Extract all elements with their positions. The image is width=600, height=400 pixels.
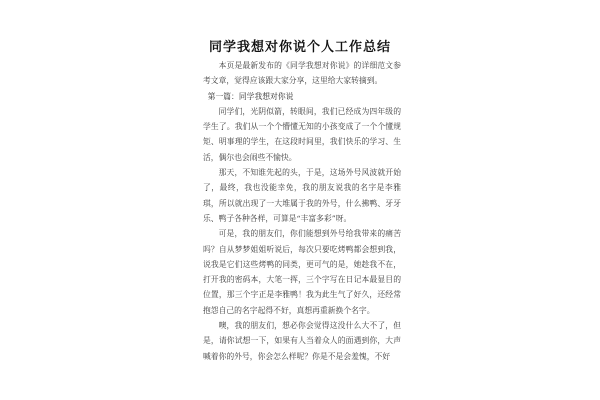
intro-paragraph: 本页是最新发布的《同学我想对你说》的详细范文参考文章，觉得应该跟大家分享，这里给大家转摘到。 [203, 61, 401, 86]
document-body [203, 58, 401, 364]
body-paragraph: 噢，我的朋友们，想必你会觉得这没什么大不了，但是，请你试想一下，如果有人当着众人的面遇到你，大声喊着你的外号，你会怎么样呢？你是不是会羞愧，不好 [203, 321, 401, 361]
body-paragraph: 那天，不知谁先起的头，于是，这场外号风波就开始了，最终，我也没能幸免，我的朋友说我的名字是李雅琪，所以就出现了一大堆属于我的外号，什么拂鸭、牙牙乐、鸭子各种各样，可算是“丰富多彩”呀。 [203, 168, 401, 223]
body-paragraph: 可是，我的朋友们，你们能想到外号给我带来的痛苦吗？自从梦梦姐姐听说后，每次只要吃烤鸭都会想到我，说我是它们这些烤鸭的同类，更可气的是，她趁我不在，打开我的密码本，大笔一挥，三个字写在日记本最显目的位置，那三个字正是李雅鸭！我为此生气了好久，还经常抱怨自己的名字起得不好，真想再重新换个名字。 [203, 229, 401, 315]
document-title: 同学我想对你说个人工作总结 [208, 40, 391, 55]
section-heading: 第一篇：同学我想对你说 [207, 91, 294, 101]
body-paragraph: 同学们，光阴似箭，转眼间，我们已经成为四年级的学生了。我们从一个个懵懂无知的小孩变成了一个个懂规矩、明事理的学生，在这段时间里，我们快乐的学习、生活，偶尔也会闹些不愉快。 [203, 106, 401, 162]
